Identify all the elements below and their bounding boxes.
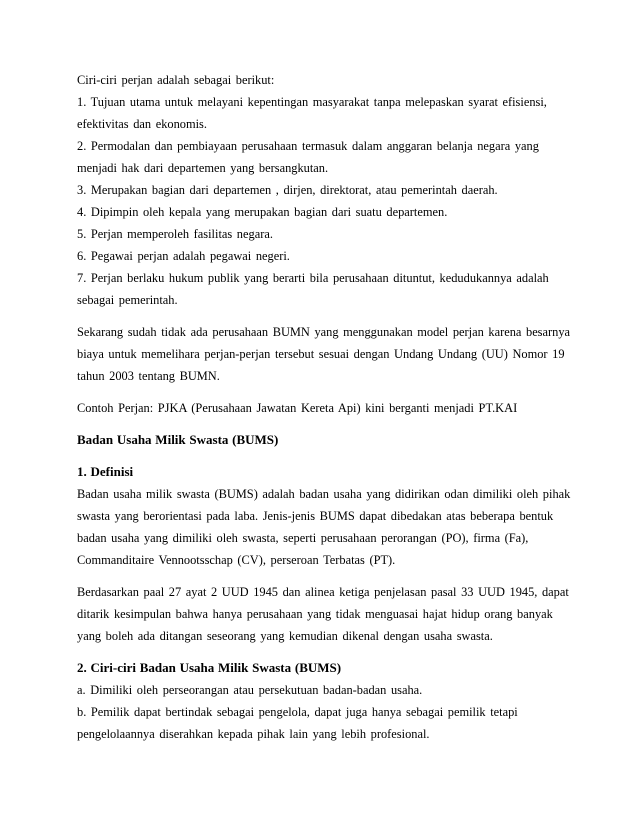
paragraph-bumn-perjan [77, 321, 577, 387]
paragraph-line: swasta yang berorientasi pada laba. Jenis-jenis BUMS dapat dibedakan atas beberapa bentuk [77, 509, 554, 523]
list-item: efektivitas dan ekonomis. [77, 117, 207, 131]
paragraph-line: Badan usaha milik swasta (BUMS) adalah badan usaha yang didirikan odan dimiliki oleh pihak [77, 487, 571, 501]
paragraph-line: Sekarang sudah tidak ada perusahaan BUMN yang menggunakan model perjan karena besarnya [77, 325, 571, 339]
list-item: sebagai pemerintah. [77, 293, 178, 307]
list-item: b. Pemilik dapat bertindak sebagai pengelola, dapat juga hanya sebagai pemilik tetapi [77, 705, 518, 719]
list-item: 1. Tujuan utama untuk melayani kepentingan masyarakat tanpa melepaskan syarat efisiensi, [77, 95, 547, 109]
paragraph-gap [77, 451, 577, 461]
paragraph-gap [77, 647, 577, 657]
list-item: 6. Pegawai perjan adalah pegawai negeri. [77, 249, 290, 263]
intro-text: Ciri-ciri perjan adalah sebagai berikut: [77, 73, 275, 87]
list-item: 4. Dipimpin oleh kepala yang merupakan bagian dari suatu departemen. [77, 205, 448, 219]
section-heading-bums: Badan Usaha Milik Swasta (BUMS) [77, 432, 279, 447]
paragraph-uud [77, 581, 577, 647]
paragraph-line: tahun 2003 tentang BUMN. [77, 369, 220, 383]
paragraph-line: biaya untuk memelihara perjan-perjan tersebut sesuai dengan Undang Undang (UU) Nomor 19 [77, 347, 565, 361]
list-item: a. Dimiliki oleh perseorangan atau persekutuan badan-badan usaha. [77, 683, 423, 697]
paragraph-gap [77, 311, 577, 321]
list-item: 7. Perjan berlaku hukum publik yang berarti bila perusahaan dituntut, kedudukannya adalah [77, 271, 549, 285]
list-item: 5. Perjan memperoleh fasilitas negara. [77, 227, 273, 241]
paragraph-line: Berdasarkan paal 27 ayat 2 UUD 1945 dan alinea ketiga penjelasan pasal 33 UUD 1945, dapat [77, 585, 569, 599]
paragraph-gap [77, 419, 577, 429]
perjan-characteristics-list [77, 91, 577, 311]
list-item: menjadi hak dari departemen yang bersangkutan. [77, 161, 329, 175]
list-item: pengelolaannya diserahkan kepada pihak lain yang lebih profesional. [77, 727, 430, 741]
paragraph-definisi [77, 483, 577, 571]
paragraph-line: ditarik kesimpulan bahwa hanya perusahaan yang tidak menguasai hajat hidup orang banyak [77, 607, 553, 621]
document-body [77, 69, 577, 745]
subheading-ciri-ciri: 2. Ciri-ciri Badan Usaha Milik Swasta (BUMS) [77, 660, 342, 675]
list-item: 3. Merupakan bagian dari departemen , dirjen, direktorat, atau pemerintah daerah. [77, 183, 498, 197]
paragraph-line: Commanditaire Vennootsschap (CV), perseroan Terbatas (PT). [77, 553, 396, 567]
paragraph-gap [77, 387, 577, 397]
paragraph-line: badan usaha yang dimiliki oleh swasta, seperti perusahaan perorangan (PO), firma (Fa), [77, 531, 529, 545]
paragraph-example: Contoh Perjan: PJKA (Perusahaan Jawatan Kereta Api) kini berganti menjadi PT.KAI [77, 401, 518, 415]
bums-characteristics-list [77, 679, 577, 745]
paragraph-gap [77, 571, 577, 581]
subheading-definisi: 1. Definisi [77, 464, 134, 479]
list-item: 2. Permodalan dan pembiayaan perusahaan termasuk dalam anggaran belanja negara yang [77, 139, 539, 153]
paragraph-line: yang boleh ada ditangan seseorang yang kemudian dikenal dengan usaha swasta. [77, 629, 493, 643]
